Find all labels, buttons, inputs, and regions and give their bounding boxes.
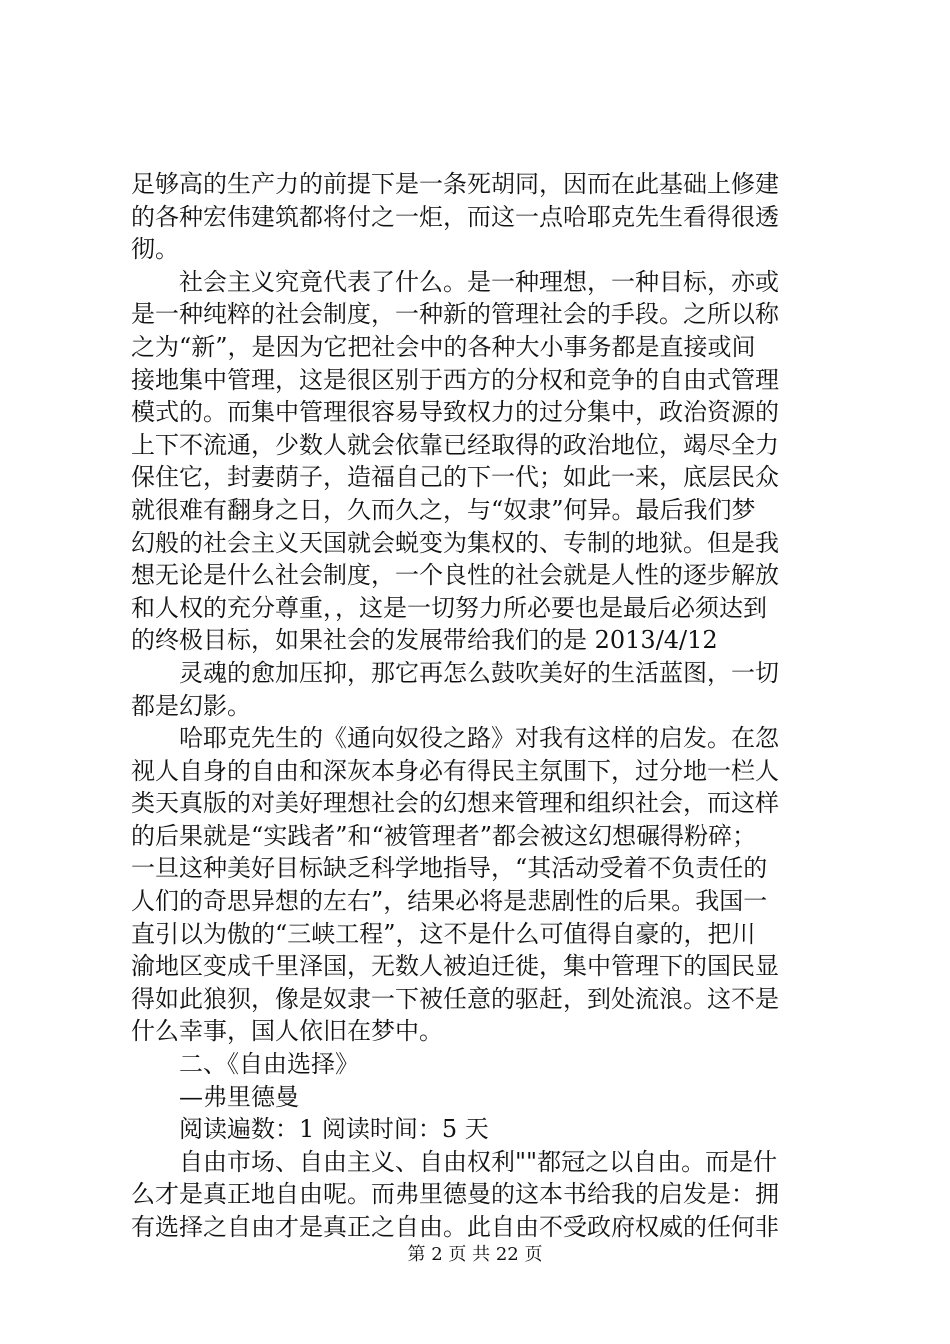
text-line: 模式的。而集中管理很容易导致权力的过分集中，政治资源的	[131, 398, 779, 427]
text-line: 幻般的社会主义天国就会蜕变为集权的、专制的地狱。但是我	[131, 528, 779, 557]
text-line: 二、《自由选择》	[131, 1050, 359, 1079]
text-line: 保住它，封妻荫子，造福自己的下一代；如此一来，底层民众	[131, 463, 779, 492]
text-line: 人们的奇思异想的左右”，结果必将是悲剧性的后果。我国一	[131, 887, 768, 916]
text-line: 和人权的充分尊重，，这是一切努力所必要也是最后必须达到	[131, 593, 767, 622]
text-line: 视人自身的自由和深灰本身必有得民主氛围下，过分地一栏人	[131, 756, 779, 785]
text-line: 一旦这种美好目标缺乏科学地指导，“其活动受着不负责任的	[131, 854, 768, 883]
text-line: 社会主义究竟代表了什么。是一种理想，一种目标，亦或	[131, 267, 779, 296]
text-line: 是一种纯粹的社会制度，一种新的管理社会的手段。之所以称	[131, 300, 779, 329]
text-line: 么才是真正地自由呢。而弗里德曼的这本书给我的启发是：拥	[131, 1180, 779, 1209]
text-line: 上下不流通，少数人就会依靠已经取得的政治地位，竭尽全力	[131, 430, 779, 459]
text-line: 直引以为傲的“三峡工程”，这不是什么可值得自豪的，把川	[131, 919, 756, 948]
text-line: 之为“新”，是因为它把社会中的各种大小事务都是直接或间	[131, 332, 756, 361]
text-line: 哈耶克先生的《通向奴役之路》对我有这样的启发。在忽	[131, 724, 779, 753]
text-line: 的终极目标，如果社会的发展带给我们的是 2013/4/12	[131, 626, 718, 655]
text-line: 自由市场、自由主义、自由权利""都冠之以自由。而是什	[131, 1147, 778, 1176]
body-text	[131, 168, 831, 1244]
text-line: 渝地区变成千里泽国，无数人被迫迁徙，集中管理下的国民显	[131, 952, 779, 981]
text-line: 灵魂的愈加压抑，那它再怎么鼓吹美好的生活蓝图，一切	[131, 658, 779, 687]
text-line: 足够高的生产力的前提下是一条死胡同，因而在此基础上修建	[131, 170, 779, 198]
text-line: —弗里德曼	[131, 1082, 299, 1111]
text-line: 就很难有翻身之日，久而久之，与“奴隶”何异。最后我们梦	[131, 495, 756, 524]
text-line: 什么幸事，国人依旧在梦中。	[131, 1017, 443, 1046]
page-footer: 第 2 页 共 22 页	[407, 1244, 543, 1265]
text-line: 接地集中管理，这是很区别于西方的分权和竞争的自由式管理	[131, 365, 779, 394]
text-line: 得如此狼狈，像是奴隶一下被任意的驱赶，到处流浪。这不是	[131, 984, 779, 1013]
text-line: 的各种宏伟建筑都将付之一炬，而这一点哈耶克先生看得很透	[131, 202, 779, 231]
text-line: 阅读遍数：1 阅读时间：5 天	[131, 1115, 489, 1144]
text-line: 有选择之自由才是真正之自由。此自由不受政府权威的任何非	[131, 1213, 779, 1241]
text-line: 都是幻影。	[131, 691, 251, 720]
text-line: 想无论是什么社会制度，一个良性的社会就是人性的逐步解放	[131, 561, 779, 590]
text-line: 彻。	[131, 235, 179, 264]
text-line: 的后果就是“实践者”和“被管理者”都会被这幻想碾得粉碎；	[131, 821, 757, 850]
text-line: 类天真版的对美好理想社会的幻想来管理和组织社会，而这样	[131, 789, 779, 818]
